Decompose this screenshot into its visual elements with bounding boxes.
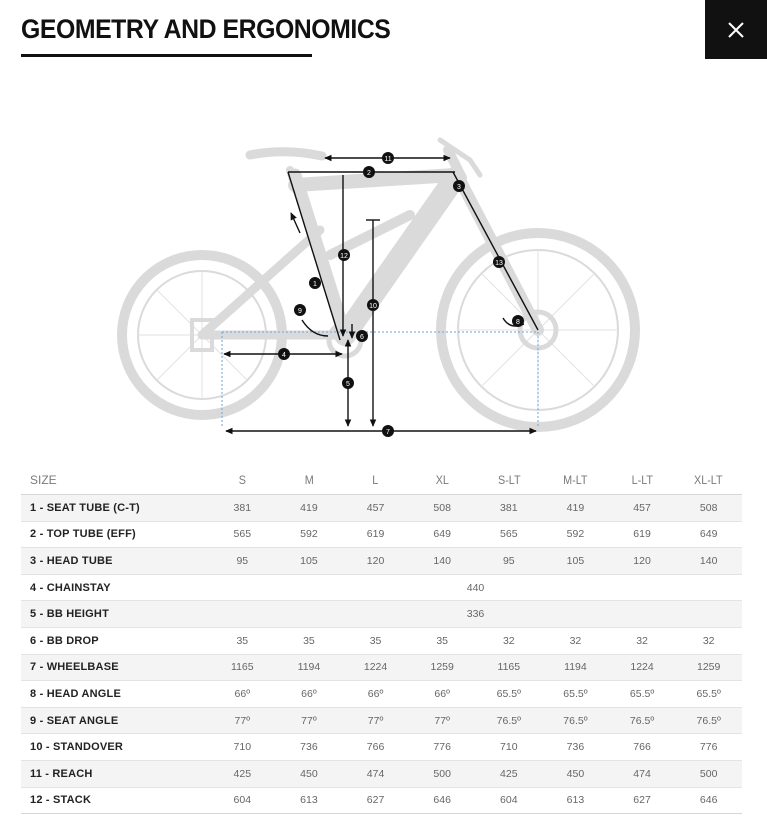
cell: 65.5º	[476, 681, 543, 708]
svg-text:4: 4	[282, 352, 286, 359]
cell: 500	[409, 760, 476, 787]
column-header-size: SIZE	[21, 465, 209, 495]
cell: 736	[542, 734, 609, 761]
svg-text:6: 6	[360, 334, 364, 341]
cell: 95	[476, 548, 543, 575]
cell: 646	[675, 787, 742, 814]
row-label: 11 - REACH	[21, 760, 209, 787]
title-underline	[21, 54, 312, 57]
cell: 613	[542, 787, 609, 814]
marker-12	[338, 249, 350, 261]
row-label: 2 - TOP TUBE (EFF)	[21, 521, 209, 548]
saddle	[250, 152, 322, 156]
cell: 776	[675, 734, 742, 761]
cell: 66º	[209, 681, 276, 708]
column-header-m-lt: M-LT	[545, 465, 605, 495]
cell: 381	[209, 495, 276, 522]
cell: 140	[675, 548, 742, 575]
cell: 474	[609, 760, 676, 787]
cell: 419	[542, 495, 609, 522]
svg-text:13: 13	[495, 260, 503, 267]
geometry-table	[21, 465, 742, 814]
cell: 1165	[476, 654, 543, 681]
cell: 77º	[276, 707, 343, 734]
table-row	[21, 548, 742, 575]
marker-11	[382, 152, 394, 164]
row-label: 4 - CHAINSTAY	[21, 574, 209, 601]
cell: 1165	[209, 654, 276, 681]
frame-seatstay	[202, 230, 320, 335]
svg-text:1: 1	[313, 281, 317, 288]
table-row	[21, 601, 742, 628]
table-header-row	[21, 465, 742, 495]
cell: 450	[276, 760, 343, 787]
frame-top-tube	[295, 175, 455, 185]
marker-2	[363, 166, 375, 178]
cell: 457	[609, 495, 676, 522]
cell: 35	[409, 627, 476, 654]
cell: 649	[675, 521, 742, 548]
cell: 76.5º	[675, 707, 742, 734]
cell: 35	[276, 627, 343, 654]
cell: 76.5º	[542, 707, 609, 734]
marker-3	[453, 180, 465, 192]
cell: 565	[209, 521, 276, 548]
cell: 766	[609, 734, 676, 761]
column-header-s-lt: S-LT	[479, 465, 539, 495]
cell: 1224	[342, 654, 409, 681]
cell: 592	[542, 521, 609, 548]
cell: 710	[209, 734, 276, 761]
row-label: 1 - SEAT TUBE (C-T)	[21, 495, 209, 522]
svg-text:11: 11	[384, 156, 392, 163]
cell: 66º	[342, 681, 409, 708]
column-header-l: L	[346, 465, 406, 495]
marker-8	[512, 315, 524, 327]
column-header-l-lt: L-LT	[612, 465, 672, 495]
cell: 95	[209, 548, 276, 575]
cell: 1194	[542, 654, 609, 681]
cell: 77º	[342, 707, 409, 734]
cell: 65.5º	[542, 681, 609, 708]
cell: 105	[276, 548, 343, 575]
row-label: 10 - STANDOVER	[21, 734, 209, 761]
cell: 646	[409, 787, 476, 814]
cell: 627	[609, 787, 676, 814]
svg-text:8: 8	[516, 319, 520, 326]
cell: 592	[276, 521, 343, 548]
cell: 120	[342, 548, 409, 575]
row-label: 6 - BB DROP	[21, 627, 209, 654]
marker-4	[278, 348, 290, 360]
cell: 450	[542, 760, 609, 787]
cell: 619	[609, 521, 676, 548]
marker-9	[294, 304, 306, 316]
close-icon	[727, 21, 745, 39]
cell: 105	[542, 548, 609, 575]
cell: 508	[409, 495, 476, 522]
cell: 1259	[409, 654, 476, 681]
cell: 76.5º	[476, 707, 543, 734]
marker-5	[342, 377, 354, 389]
cell: 627	[342, 787, 409, 814]
close-button[interactable]	[705, 0, 767, 59]
table-row	[21, 681, 742, 708]
cell: 425	[476, 760, 543, 787]
cell: 32	[542, 627, 609, 654]
cell: 76.5º	[609, 707, 676, 734]
cell: 140	[409, 548, 476, 575]
cell: 65.5º	[675, 681, 742, 708]
cell: 565	[476, 521, 543, 548]
cell: 776	[409, 734, 476, 761]
page-title: GEOMETRY AND ERGONOMICS	[21, 14, 391, 44]
svg-text:9: 9	[298, 308, 302, 315]
table-row	[21, 787, 742, 814]
cell: 474	[342, 760, 409, 787]
table-row	[21, 495, 742, 522]
cell: 1194	[276, 654, 343, 681]
cell-all-sizes: 440	[209, 574, 742, 601]
cell: 77º	[409, 707, 476, 734]
row-label: 3 - HEAD TUBE	[21, 548, 209, 575]
bike-silhouette	[122, 140, 635, 427]
cell: 381	[476, 495, 543, 522]
marker-6	[356, 330, 368, 342]
cell: 500	[675, 760, 742, 787]
table-row	[21, 654, 742, 681]
cell: 710	[476, 734, 543, 761]
row-label: 9 - SEAT ANGLE	[21, 707, 209, 734]
cell: 32	[609, 627, 676, 654]
cell: 649	[409, 521, 476, 548]
cell: 1259	[675, 654, 742, 681]
cell: 120	[609, 548, 676, 575]
bike-geometry-diagram	[100, 125, 660, 450]
svg-text:5: 5	[346, 381, 350, 388]
cell: 604	[476, 787, 543, 814]
row-label: 12 - STACK	[21, 787, 209, 814]
svg-text:10: 10	[369, 303, 377, 310]
cell: 66º	[409, 681, 476, 708]
cell: 1224	[609, 654, 676, 681]
table-row	[21, 574, 742, 601]
row-label: 8 - HEAD ANGLE	[21, 681, 209, 708]
table-row	[21, 707, 742, 734]
cell: 66º	[276, 681, 343, 708]
cell: 766	[342, 734, 409, 761]
table-row	[21, 627, 742, 654]
row-label: 5 - BB HEIGHT	[21, 601, 209, 628]
svg-text:3: 3	[457, 184, 461, 191]
table-row	[21, 760, 742, 787]
cell: 425	[209, 760, 276, 787]
column-header-xl: XL	[412, 465, 472, 495]
cell: 35	[342, 627, 409, 654]
cell: 35	[209, 627, 276, 654]
row-label: 7 - WHEELBASE	[21, 654, 209, 681]
marker-1	[309, 277, 321, 289]
column-header-xl-lt: XL-LT	[679, 465, 739, 495]
cell: 736	[276, 734, 343, 761]
cell: 32	[476, 627, 543, 654]
cell: 419	[276, 495, 343, 522]
svg-text:2: 2	[367, 170, 371, 177]
marker-7	[382, 425, 394, 437]
cell: 613	[276, 787, 343, 814]
svg-text:7: 7	[386, 429, 390, 436]
table-row	[21, 521, 742, 548]
column-header-m: M	[279, 465, 339, 495]
table-row	[21, 734, 742, 761]
cell: 65.5º	[609, 681, 676, 708]
cell: 604	[209, 787, 276, 814]
cell: 32	[675, 627, 742, 654]
cell: 619	[342, 521, 409, 548]
svg-text:12: 12	[340, 253, 348, 260]
marker-13	[493, 256, 505, 268]
cell: 457	[342, 495, 409, 522]
column-header-s: S	[212, 465, 272, 495]
cell-all-sizes: 336	[209, 601, 742, 628]
cell: 508	[675, 495, 742, 522]
cell: 77º	[209, 707, 276, 734]
marker-10	[367, 299, 379, 311]
